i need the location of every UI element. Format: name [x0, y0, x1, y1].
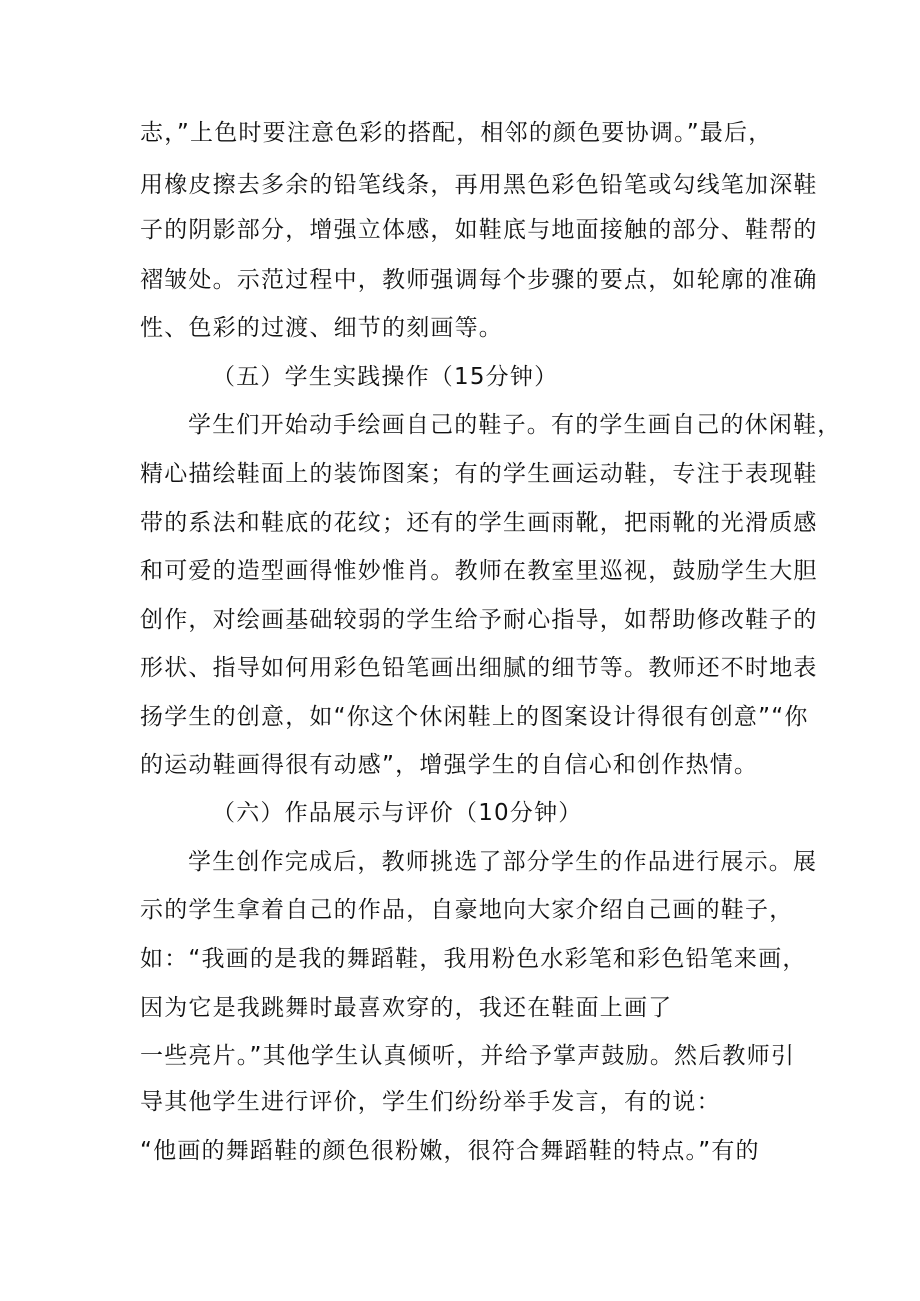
text-line: 褶皱处。示范过程中，教师强调每个步骤的要点，如轮廓的准确: [140, 267, 818, 293]
section-heading: （六）作品展示与评价（10分钟）: [212, 800, 583, 826]
text-line: 如：“我画的是我的舞蹈鞋，我用粉色水彩笔和彩色铅笔来画，: [140, 946, 807, 972]
text-line: 精心描绘鞋面上的装饰图案；有的学生画运动鞋，专注于表现鞋: [140, 461, 818, 487]
text-line: 因为它是我跳舞时最喜欢穿的，我还在鞋面上画了: [140, 995, 673, 1021]
text-line: 导其他学生进行评价，学生们纷纷举手发言，有的说：: [140, 1089, 721, 1115]
text-line: 一些亮片。”其他学生认真倾听，并给予掌声鼓励。然后教师引: [140, 1043, 796, 1069]
text-line: “他画的舞蹈鞋的颜色很粉嫩，很符合舞蹈鞋的特点。”有的: [140, 1138, 760, 1164]
text-line: 带的系法和鞋底的花纹；还有的学生画雨靴，把雨靴的光滑质感: [140, 510, 818, 536]
text-line: 学生们开始动手绘画自己的鞋子。有的学生画自己的休闲鞋，: [188, 412, 842, 438]
text-line: 示的学生拿着自己的作品，自豪地向大家介绍自己画的鞋子，: [140, 897, 794, 923]
text-line: 创作，对绘画基础较弱的学生给予耐心指导，如帮助修改鞋子的: [140, 607, 818, 633]
text-line: 子的阴影部分，增强立体感，如鞋底与地面接触的部分、鞋帮的: [140, 217, 818, 243]
text-line: 性、色彩的过渡、细节的刻画等。: [140, 315, 503, 341]
text-line: 扬学生的创意，如“你这个休闲鞋上的图案设计得很有创意”“你: [140, 704, 809, 730]
text-line: 和可爱的造型画得惟妙惟肖。教师在教室里巡视，鼓励学生大胆: [140, 558, 818, 584]
text-line: 的运动鞋画得很有动感”，增强学生的自信心和创作热情。: [140, 752, 759, 778]
section-heading: （五）学生实践操作（15分钟）: [212, 364, 559, 390]
text-line: 学生创作完成后，教师挑选了部分学生的作品进行展示。展: [188, 849, 818, 875]
text-line: 志，”上色时要注意色彩的搭配，相邻的颜色要协调。”最后，: [140, 120, 773, 146]
text-line: 用橡皮擦去多余的铅笔线条，再用黑色彩色铅笔或勾线笔加深鞋: [140, 172, 818, 198]
text-line: 形状、指导如何用彩色铅笔画出细腻的细节等。教师还不时地表: [140, 655, 818, 681]
